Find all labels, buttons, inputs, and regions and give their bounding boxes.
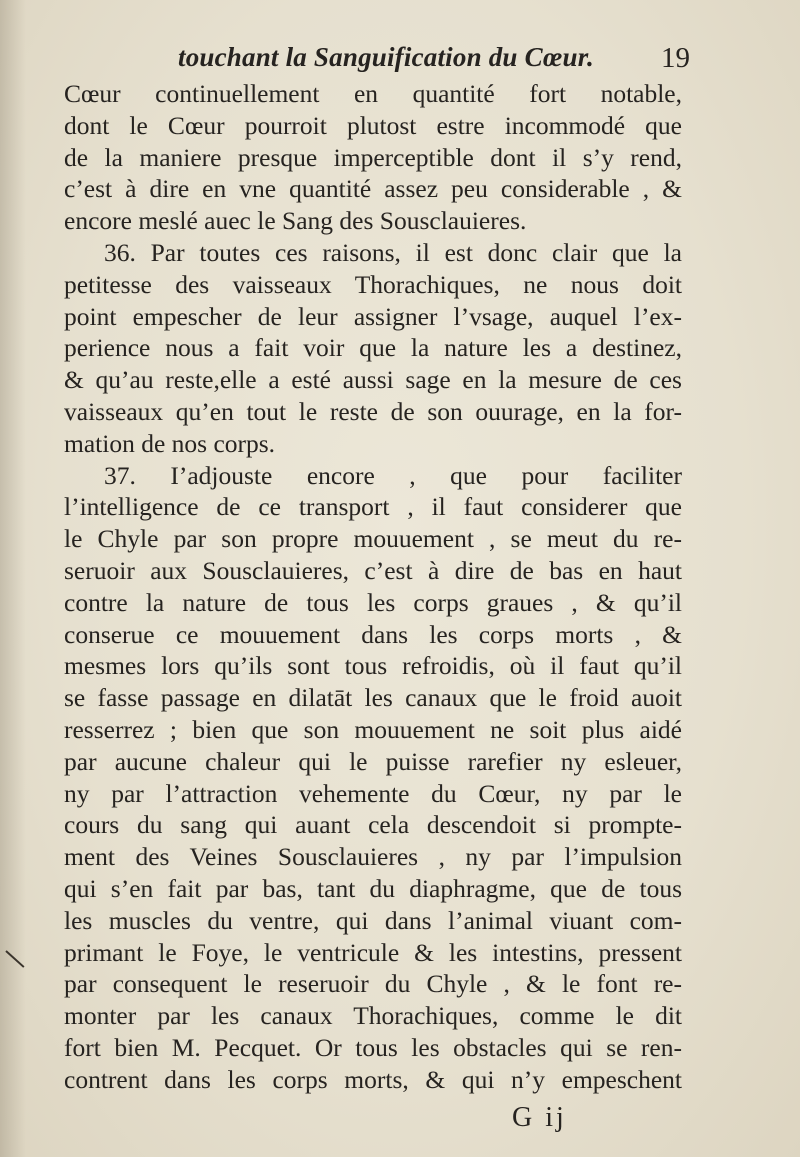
text-line: conserue ce mouuement dans les corps morts , & bbox=[64, 619, 682, 649]
text-line: mesmes lors qu’ils sont tous refroidis, où il faut qu’il bbox=[64, 651, 682, 681]
text-line: perience nous a fait voir que la nature les a destinez, bbox=[64, 333, 682, 363]
text-line: monter par les canaux Thorachiques, comme le dit bbox=[64, 1001, 682, 1031]
text-line: primant le Foye, le ventricule & les intestins, pressent bbox=[64, 937, 682, 967]
text-line: ment des Veines Sousclauieres , ny par l’impulsion bbox=[64, 842, 682, 872]
text-line: de la maniere presque imperceptible dont il s’y rend, bbox=[64, 142, 682, 172]
text-line: qui s’en fait par bas, tant du diaphragme, que de tous bbox=[64, 873, 682, 903]
text-line: c’est à dire en vne quantité assez peu considerable , & bbox=[64, 174, 682, 204]
running-head-title: touchant la Sanguification du Cœur. bbox=[178, 42, 594, 72]
text-line: contrent dans les corps morts, & qui n’y empeschent bbox=[64, 1064, 682, 1094]
text-line: seruoir aux Sousclauieres, c’est à dire de bas en haut bbox=[64, 555, 682, 585]
gutter-shadow bbox=[0, 0, 26, 1157]
text-line: resserrez ; bien que son mouuement ne soit plus aidé bbox=[64, 714, 682, 744]
text-line: ny par l’attraction vehemente du Cœur, ny par le bbox=[64, 778, 682, 808]
text-line: par aucune chaleur qui le puisse rarefier ny esleuer, bbox=[64, 746, 682, 776]
text-line: fort bien M. Pecquet. Or tous les obstacles qui se ren- bbox=[64, 1032, 682, 1062]
text-line: l’intelligence de ce transport , il faut considerer que bbox=[64, 492, 682, 522]
paragraph-37-start: 37. I’adjouste encore , que pour faciliter bbox=[104, 460, 682, 490]
text-line: cours du sang qui auant cela descendoit si prompte- bbox=[64, 810, 682, 840]
text-line: & qu’au reste,elle a esté aussi sage en la mesure de ces bbox=[64, 365, 682, 395]
signature-mark: G ij bbox=[512, 1102, 567, 1133]
text-line: point empescher de leur assigner l’vsage, auquel l’ex- bbox=[64, 301, 682, 331]
text-line: encore meslé auec le Sang des Sousclauieres. bbox=[64, 206, 527, 236]
text-line: Cœur continuellement en quantité fort notable, bbox=[64, 79, 682, 108]
text-line: les muscles du ventre, qui dans l’animal viuant com- bbox=[64, 905, 682, 935]
paragraph-36-start: 36. Par toutes ces raisons, il est donc clair que la bbox=[104, 237, 682, 267]
text-line: se fasse passage en dilatāt les canaux que le froid auoit bbox=[64, 683, 682, 713]
text-line: petitesse des vaisseaux Thorachiques, ne nous doit bbox=[64, 269, 682, 299]
running-head bbox=[60, 38, 690, 82]
text-line: dont le Cœur pourroit plutost estre incommodé que bbox=[64, 110, 682, 140]
text-line: vaisseaux qu’en tout le reste de son ouurage, en la for- bbox=[64, 396, 682, 426]
body-text bbox=[64, 78, 682, 1096]
text-line: mation de nos corps. bbox=[64, 428, 276, 458]
page-number: 19 bbox=[661, 42, 690, 74]
text-line: contre la nature de tous les corps graues , & qu’il bbox=[64, 587, 682, 617]
text-line: le Chyle par son propre mouuement , se meut du re- bbox=[64, 524, 682, 554]
text-line: par consequent le reseruoir du Chyle , & le font re- bbox=[64, 969, 682, 999]
